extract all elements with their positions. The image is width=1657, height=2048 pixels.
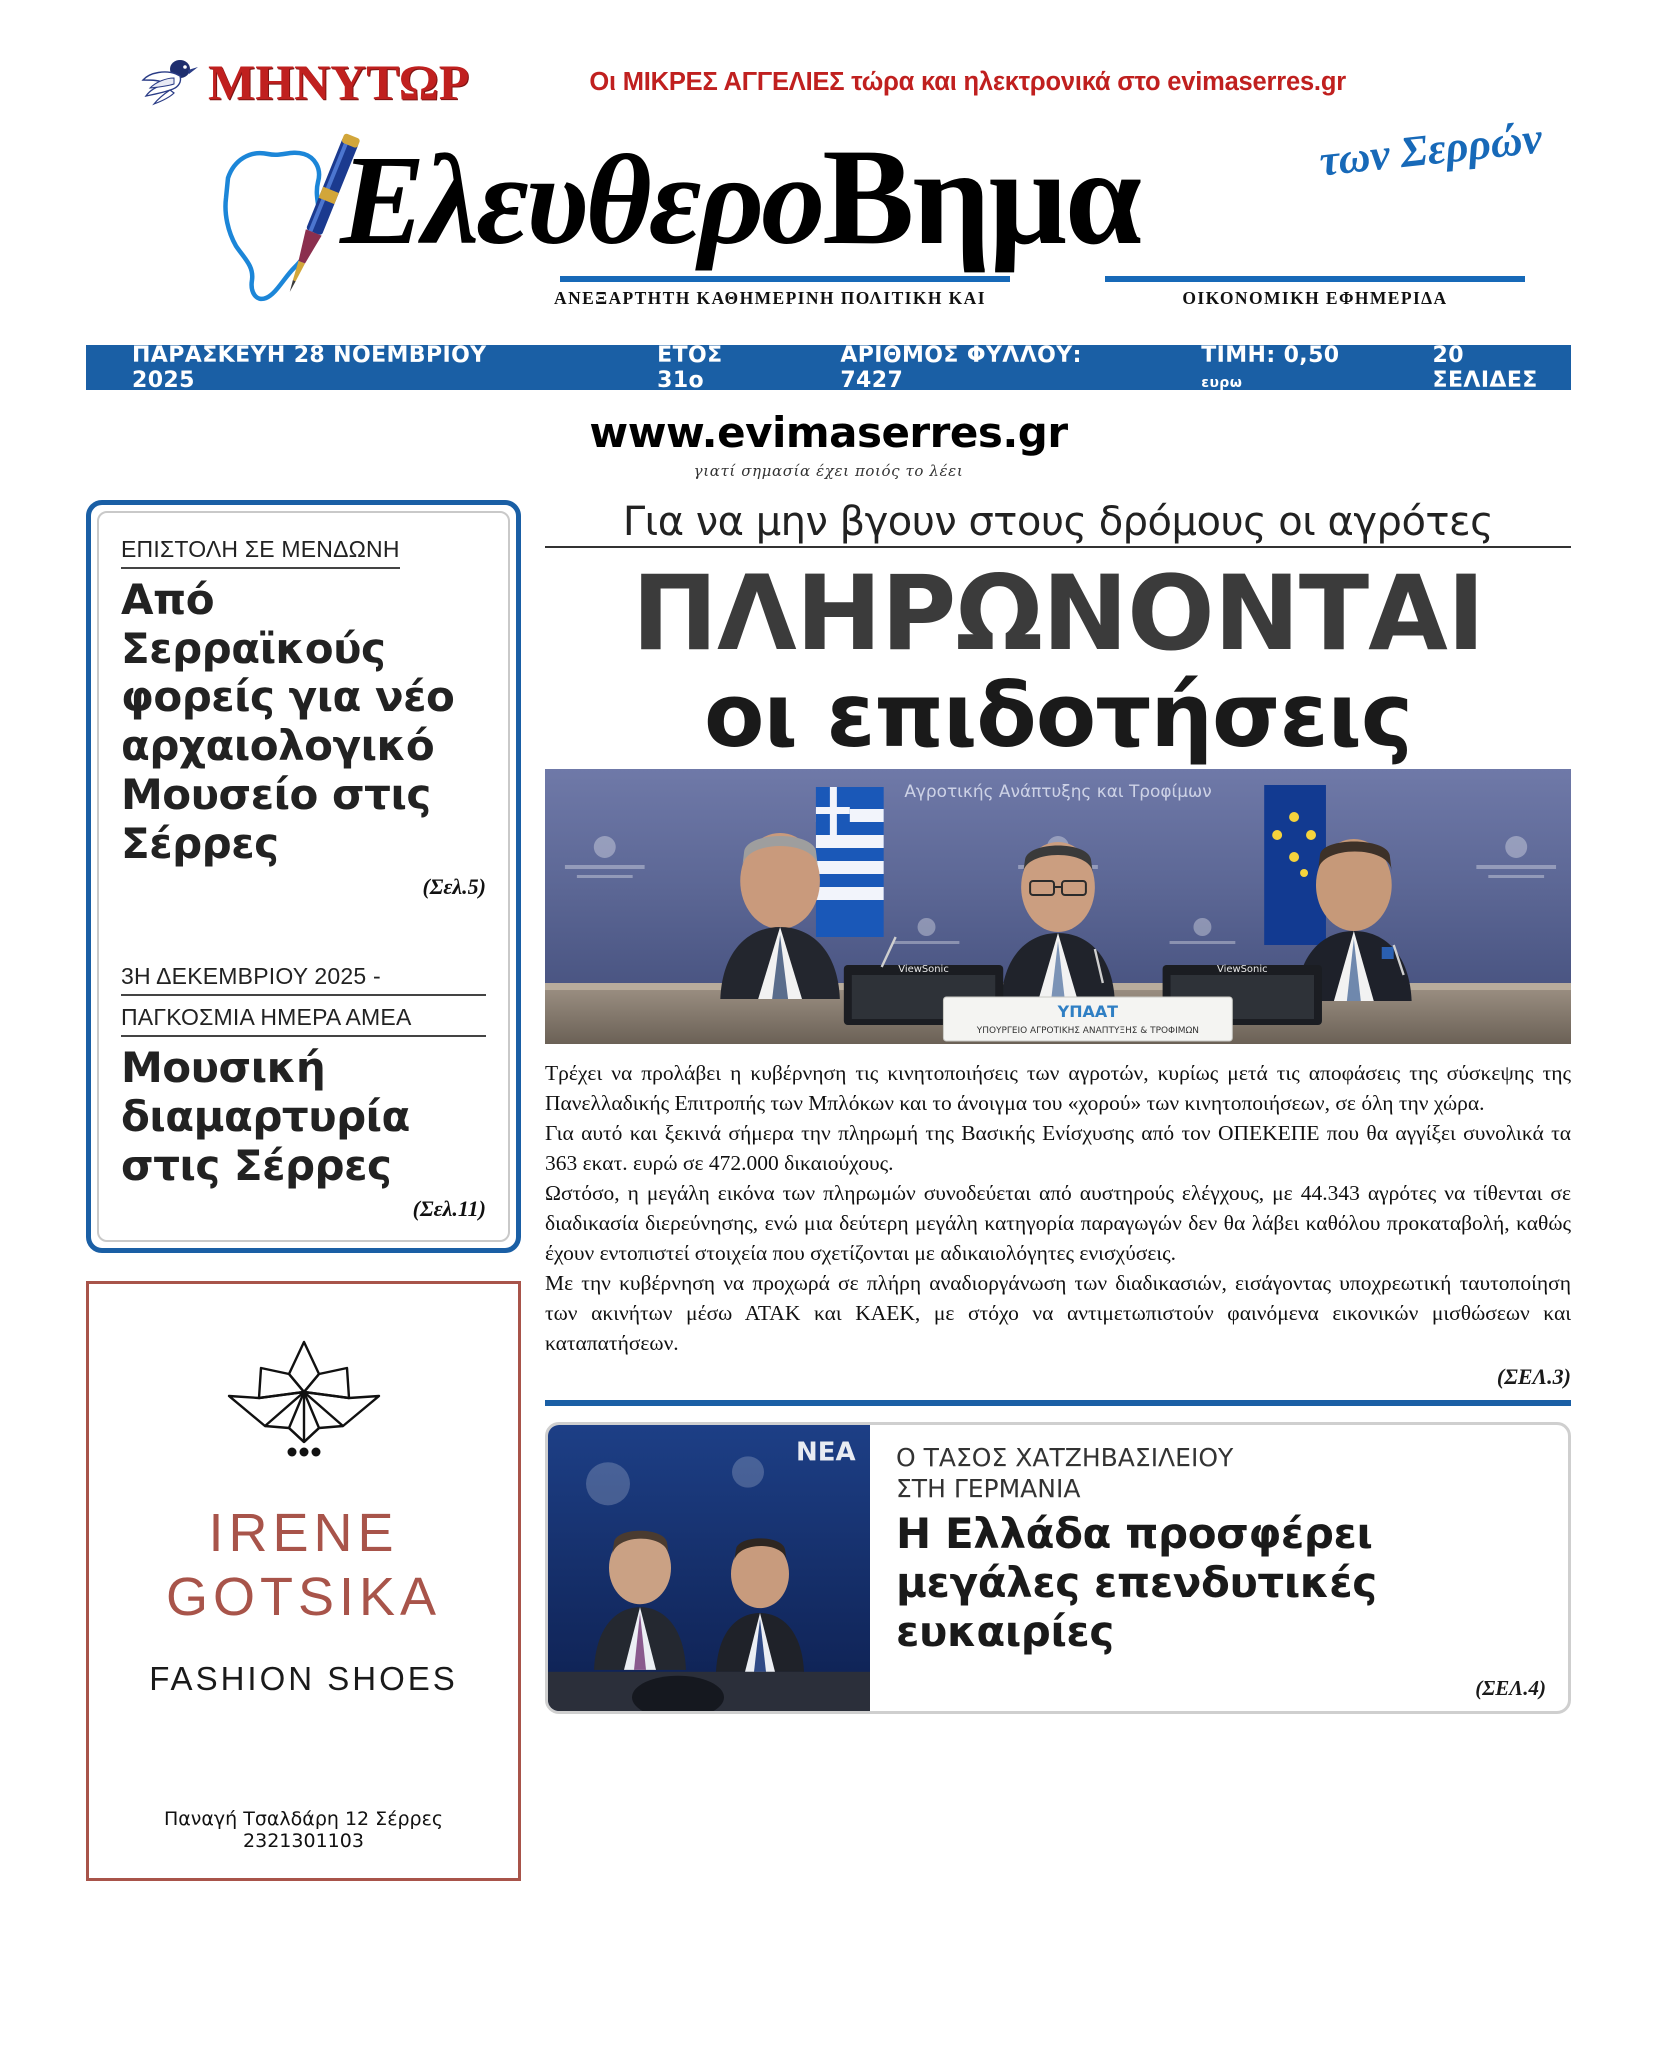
sidebar-stories-inner: [97, 511, 510, 1242]
right-column: [545, 500, 1571, 1881]
content-area: [86, 500, 1571, 1881]
bottom-story[interactable]: [545, 1422, 1571, 1714]
masthead: [0, 113, 1657, 333]
issue-number: ΑΡΙΘΜΟΣ ΦΥΛΛΟΥ: 7427: [840, 342, 1082, 393]
bottom-story-headline: Η Ελλάδα προσφέρει μεγάλες επενδυτικές ευκαιρίες: [896, 1509, 1377, 1656]
sidebar-story-2-page-ref: (Σελ.11): [412, 1196, 486, 1222]
issue-date: ΠΑΡΑΣΚΕΥΗ 28 ΝΟΕΜΒΡΙΟΥ 2025: [132, 342, 487, 393]
left-column: [86, 500, 521, 1881]
sidebar-story-1-page-ref: (Σελ.5): [422, 874, 486, 900]
sidebar-story-2-kicker-line1: 3Η ΔΕΚΕΜΒΡΙΟΥ 2025 -: [121, 962, 486, 996]
bottom-story-page-ref: (ΣΕΛ.4): [1475, 1676, 1546, 1701]
lead-body-paragraph-1: Τρέχει να προλάβει η κυβέρνηση τις κινητοποιήσεις των αγροτών, κυρίως μετά τις αποφάσεις της σύσκεψης της Πανελλαδικής Επιτροπής των Μπλόκων και το άνοιγμα του «χορού» των κινητοποιήσεων, σε όλη την χώρα.: [545, 1060, 1571, 1115]
ad-address: Παναγή Τσαλδάρη 12 Σέρρες 2321301103: [163, 1808, 444, 1853]
ad-tagline: FASHION SHOES: [149, 1659, 458, 1697]
price-currency: ευρω: [1201, 374, 1243, 391]
bottom-story-kicker-line2: ΣΤΗ ΓΕΡΜΑΝΙΑ: [896, 1473, 1081, 1503]
lead-story-photo: [545, 769, 1571, 1044]
lotus-logo-icon: [219, 1334, 389, 1464]
masthead-subtitle-right: ΟΙΚΟΝΟΜΙΚΗ ΕΦΗΜΕΡΙΔΑ: [1182, 288, 1448, 308]
svg-text:ΝΕΑ: ΝΕΑ: [796, 1437, 856, 1468]
sidebar-story-2-kicker-line2: ΠΑΓΚΟΣΜΙΑ ΗΜΕΡΑ ΑΜΕΑ: [121, 1003, 486, 1037]
classifieds-banner: Οι ΜΙΚΡΕΣ ΑΓΓΕΛΙΕΣ τώρα και ηλεκτρονικά στο evimaserres.gr: [589, 67, 1346, 96]
sidebar-story-1-kicker: ΕΠΙΣΤΟΛΗ ΣΕ ΜΕΝΔΩΝΗ: [121, 535, 400, 569]
section-divider-rule: [545, 1400, 1571, 1406]
bottom-story-kicker-line1: Ο ΤΑΣΟΣ ΧΑΤΖΗΒΑΣΙΛΕΙΟΥ: [896, 1443, 1234, 1473]
bottom-story-photo: [548, 1425, 870, 1711]
issue-price: [1201, 343, 1380, 393]
lead-body-paragraph-4: Με την κυβέρνηση να προχωρά σε πλήρη αναδιοργάνωση των διαδικασιών, εισάγοντας υποχρεωτική ταυτοποίηση των ακινήτων μέσω ΑΤΑΚ και ΚΑΕΚ, με στόχο να αντιμετωπιστούν φαινόμενα εικονικών μισθώσεων και καταπατήσεων.: [545, 1271, 1571, 1356]
lead-story-body: [545, 1058, 1571, 1359]
svg-text:ViewSonic: ViewSonic: [1217, 963, 1268, 975]
sidebar-divider-space: [121, 900, 486, 962]
dove-icon: [140, 56, 202, 108]
masthead-superscript: των Σερρών: [1316, 113, 1544, 186]
page-count: 20 ΣΕΛΙΔΕΣ: [1432, 342, 1538, 393]
minytor-wordmark: ΜΗΝΥΤΩΡ: [208, 54, 470, 110]
sidebar-stories-box: [86, 500, 521, 1253]
press-conference-image: [545, 769, 1571, 1044]
sidebar-story-2[interactable]: [121, 962, 486, 1222]
bottom-story-text: [870, 1425, 1568, 1711]
svg-text:ΥΠΟΥΡΓΕΙΟ ΑΓΡΟΤΙΚΗΣ ΑΝΑΠΤΥΞΗΣ: ΥΠΟΥΡΓΕΙΟ ΑΓΡΟΤΙΚΗΣ ΑΝΑΠΤΥΞΗΣ & ΤΡΟΦΙΜΩΝ: [976, 1025, 1200, 1036]
issue-year: ΕΤΟΣ 31ο: [657, 342, 723, 393]
price-label: ΤΙΜΗ: 0,50: [1201, 342, 1340, 368]
ad-brand-line1: IRENE: [208, 1503, 399, 1564]
lead-story-page-ref: (ΣΕΛ.3): [1496, 1364, 1571, 1390]
sidebar-story-2-headline: Μουσική διαμαρτυρία στις Σέρρες: [121, 1043, 410, 1190]
website-slogan: γιατί σημασία έχει ποιός το λέει: [693, 462, 964, 480]
website-url[interactable]: www.evimaserres.gr: [589, 408, 1068, 457]
svg-text:ViewSonic: ViewSonic: [898, 963, 949, 975]
masthead-subtitle-left: ΑΝΕΞΑΡΤΗΤΗ ΚΑΘΗΜΕΡΙΝΗ ΠΟΛΙΤΙΚΗ ΚΑΙ: [554, 288, 986, 308]
interview-image: [548, 1425, 870, 1711]
lead-story[interactable]: [545, 500, 1571, 1390]
masthead-rule-right: [1105, 276, 1525, 282]
svg-text:ΥΠΑΑΤ: ΥΠΑΑΤ: [1057, 1001, 1119, 1021]
lead-body-paragraph-2: Για αυτό και ξεκινά σήμερα την πληρωμή της Βασικής Ενίσχυσης από τον ΟΠΕΚΕΠΕ που θα αγγίξει συνολικά τα 363 εκατ. ευρώ σε 472.000 δικαιούχους.: [545, 1120, 1571, 1175]
masthead-rule-left: [560, 276, 1010, 282]
masthead-title-part1: Ελευθερο: [340, 129, 823, 271]
lead-story-kicker: Για να μην βγουν στους δρόμους οι αγρότες: [545, 500, 1571, 548]
advertisement-irene-gotsika[interactable]: [86, 1281, 521, 1881]
minytor-logo: [140, 56, 469, 108]
lead-body-paragraph-3: Ωστόσο, η μεγάλη εικόνα των πληρωμών συνοδεύεται από αυστηρούς ελέγχους, με 44.343 αγρότες να τίθενται σε διαδικασία διερεύνησης, ενώ μια δεύτερη μεγάλη κατηγορία παραγωγών δεν θα λάβει καθόλου προκαταβολή, καθώς έχουν εντοπιστεί στοιχεία που σχετίζονται με αδικαιολόγητες ενισχύσεις.: [545, 1180, 1571, 1266]
ad-brand-line2: GOTSIKA: [165, 1567, 442, 1628]
svg-text:Αγροτικής Ανάπτυξης και Τροφίμ: Αγροτικής Ανάπτυξης και Τροφίμων: [904, 780, 1212, 801]
sidebar-story-1[interactable]: [121, 535, 486, 900]
masthead-title-part2: Βημα: [822, 120, 1140, 273]
date-bar: [86, 342, 1571, 393]
top-strip: [0, 0, 1657, 112]
sidebar-story-1-headline: Από Σερραϊκούς φορείς για νέο αρχαιολογικό Μουσείο στις Σέρρες: [121, 574, 455, 868]
lead-story-headline-line2: οι επιδοτήσεις: [704, 664, 1412, 768]
masthead-title: [340, 118, 1140, 277]
lead-story-headline-line1: ΠΛΗΡΩΝΟΝΤΑΙ: [631, 554, 1485, 674]
